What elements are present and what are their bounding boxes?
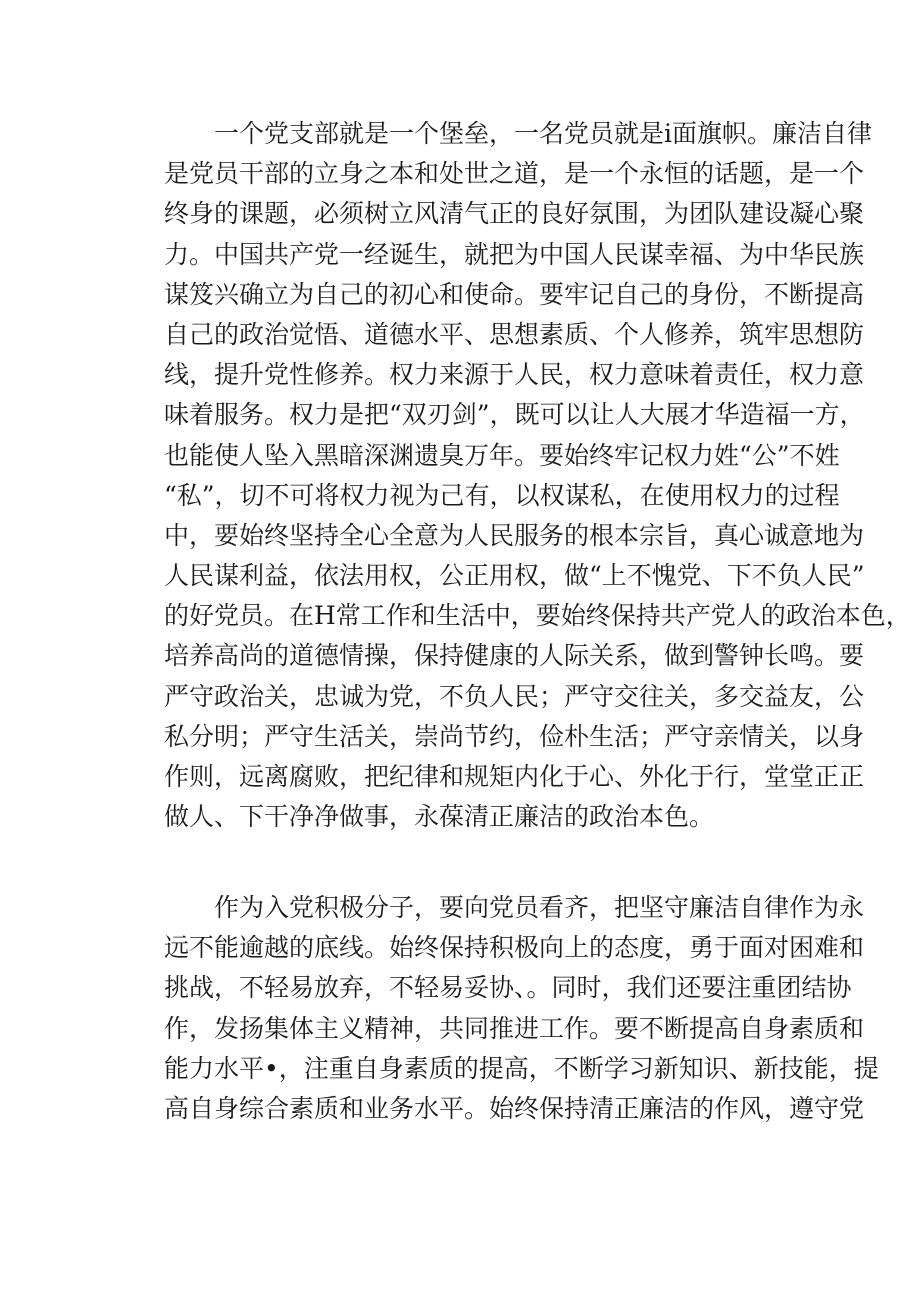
text-line: 作则，远离腐败，把纪律和规矩内化于心、外化于行，堂堂正正	[164, 762, 865, 791]
paragraph-1	[164, 114, 911, 837]
text-line: 作，发扬集体主义精神，共同推进工作。要不断提高自身素质和	[164, 1013, 865, 1043]
text-line: 是党员干部的立身之本和处世之道，是一个永恒的话题，是一个	[164, 159, 865, 189]
text-line: 的好党员。在H常工作和生活中，要始终保持共产党人的政治本色，	[164, 601, 911, 631]
text-line: 谋笈兴确立为自己的初心和使命。要牢记自己的身份，不断提高	[164, 279, 865, 309]
text-line: 自己的政治觉悟、道德水平、思想素质、个人修养，筑牢思想防	[164, 319, 865, 349]
text-line: “私”，切不可将权力视为己有，以权谋私，在使用权力的过程	[164, 480, 840, 510]
text-line: 线，提升党性修养。权力来源于人民，权力意味着责任，权力意	[164, 360, 865, 390]
text-line: 终身的课题，必须树立风清气正的良好氛围，为团队建设凝心聚	[164, 199, 865, 229]
text-line: 中，要始终坚持全心全意为人民服务的根本宗旨，真心诚意地为	[164, 520, 865, 550]
text-line: 做人、下干净净做事，永葆清正廉洁的政治本色。	[164, 802, 715, 832]
text-line: 远不能逾越的底线。始终保持积极向上的态度，勇于面对困难和	[164, 933, 865, 963]
text-line: 挑战，不轻易放弃，不轻易妥协、。同时，我们还要注重团结协	[164, 973, 852, 1003]
text-line: 能力水平•，注重自身素质的提高，不断学习新知识、新技能，提	[164, 1053, 879, 1083]
text-line: 高自身综合素质和业务水平。始终保持清正廉洁的作风，遵守党	[164, 1093, 865, 1123]
text-line: 一个党支部就是一个堡垒，一名党员就是i面旗帜。廉洁自律	[164, 119, 872, 148]
text-line: 也能使人坠入黑暗深渊遗臭万年。要始终牢记权力姓“公”不姓	[164, 440, 840, 470]
text-line: 人民谋利益，依法用权，公正用权，做“上不愧党、下不负人民”	[164, 561, 865, 591]
text-line: 培养高尚的道德情操，保持健康的人际关系，做到警钟长鸣。要	[164, 641, 865, 671]
text-line: 私分明；严守生活关，崇尚节约，俭朴生活；严守亲情关，以身	[164, 721, 865, 751]
text-line: 作为入党积极分子，要向党员看齐，把坚守廉洁自律作为永	[164, 893, 865, 922]
paragraph-2	[164, 888, 879, 1129]
text-line: 严守政治关，忠诚为党，不负人民；严守交往关，多交益友，公	[164, 681, 865, 711]
text-line: 力。中国共产党一经诞生，就把为中国人民谋幸福、为中华民族	[164, 239, 865, 269]
text-line: 味着服务。权力是把“双刃剑”，既可以让人大展才华造福一方，	[164, 400, 865, 430]
